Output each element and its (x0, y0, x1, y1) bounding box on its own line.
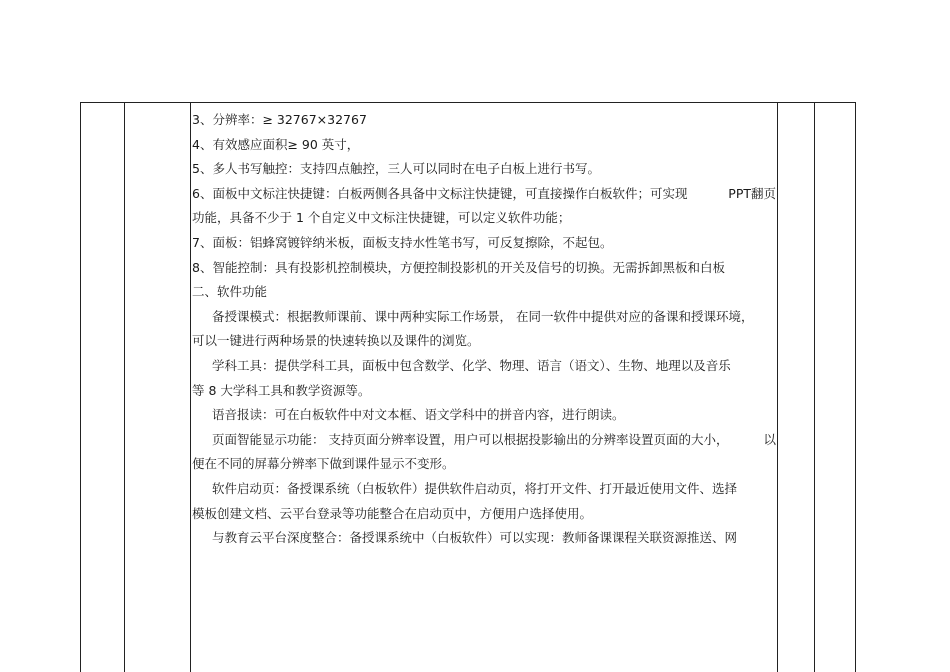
text-line-content: 语音报读：可在白板软件中对文本框、语文学科中的拼音内容，进行朗读。 (212, 407, 625, 423)
text-line-content: 便在不同的屏幕分辨率下做到课件显示不变形。 (192, 456, 455, 472)
text-line-content: 页面智能显示功能： 支持页面分辨率设置，用户可以根据投影输出的分辨率设置页面的大小， (212, 431, 729, 447)
text-line (192, 477, 776, 502)
table-column-border (855, 102, 856, 672)
text-line-right-segment: 以 (763, 431, 776, 447)
text-line (192, 256, 776, 281)
text-line-content: 6、面板中文标注快捷键：白板两侧各具备中文标注快捷键，可直接操作白板软件；可实现 (192, 185, 688, 201)
table-column-border (777, 102, 778, 672)
text-line (192, 502, 776, 527)
text-line-content: 7、面板：铝蜂窝镀锌纳米板，面板支持水性笔书写，可反复擦除，不起包。 (192, 234, 613, 250)
text-line-content: 8、智能控制：具有投影机控制模块，方便控制投影机的开关及信号的切换。无需拆卸黑板和白板 (192, 259, 725, 275)
text-line (192, 526, 776, 551)
spec-content-cell (192, 108, 776, 551)
text-line (192, 354, 776, 379)
text-line-content: 4、有效感应面积≥ 90 英寸， (192, 136, 360, 152)
table-column-border (80, 102, 81, 672)
text-line (192, 329, 776, 354)
text-line-content: 与教育云平台深度整合：备授课系统中（白板软件）可以实现：教师备课课程关联资源推送、网 (212, 530, 738, 546)
text-line (192, 403, 776, 428)
text-line-content: 5、多人书写触控：支持四点触控，三人可以同时在电子白板上进行书写。 (192, 161, 600, 177)
text-line (192, 305, 776, 330)
text-line-content: 模板创建文档、云平台登录等功能整合在启动页中，方便用户选择使用。 (192, 505, 593, 521)
text-line (192, 231, 776, 256)
table-top-border (80, 102, 855, 103)
text-line (192, 182, 776, 207)
text-line-content: 等 8 大学科工具和教学资源等。 (192, 382, 371, 398)
text-line-content: 软件启动页：备授课系统（白板软件）提供软件启动页，将打开文件、打开最近使用文件、选择 (212, 480, 738, 496)
text-line (192, 280, 776, 305)
text-line-content: 备授课模式：根据教师课前、课中两种实际工作场景， 在同一软件中提供对应的备课和授课环境， (212, 308, 754, 324)
text-line (192, 133, 776, 158)
text-line (192, 206, 776, 231)
text-line-content: 二、软件功能 (192, 284, 268, 300)
text-line (192, 157, 776, 182)
table-column-border (814, 102, 815, 672)
text-line (192, 452, 776, 477)
table-column-border (124, 102, 125, 672)
text-line (192, 428, 776, 453)
text-line (192, 108, 776, 133)
text-line-content: 学科工具：提供学科工具，面板中包含数学、化学、物理、语言（语文）、生物、地理以及音乐 (212, 357, 731, 373)
text-line-content: 可以一键进行两种场景的快速转换以及课件的浏览。 (192, 333, 480, 349)
text-line (192, 379, 776, 404)
table-column-border (190, 102, 191, 672)
text-line-content: 3、分辨率：≥ 32767×32767 (192, 112, 367, 127)
text-line-content: 功能，具备不少于 1 个自定义中文标注快捷键，可以定义软件功能； (192, 210, 571, 226)
text-line-right-segment: PPT翻页 (728, 185, 776, 201)
